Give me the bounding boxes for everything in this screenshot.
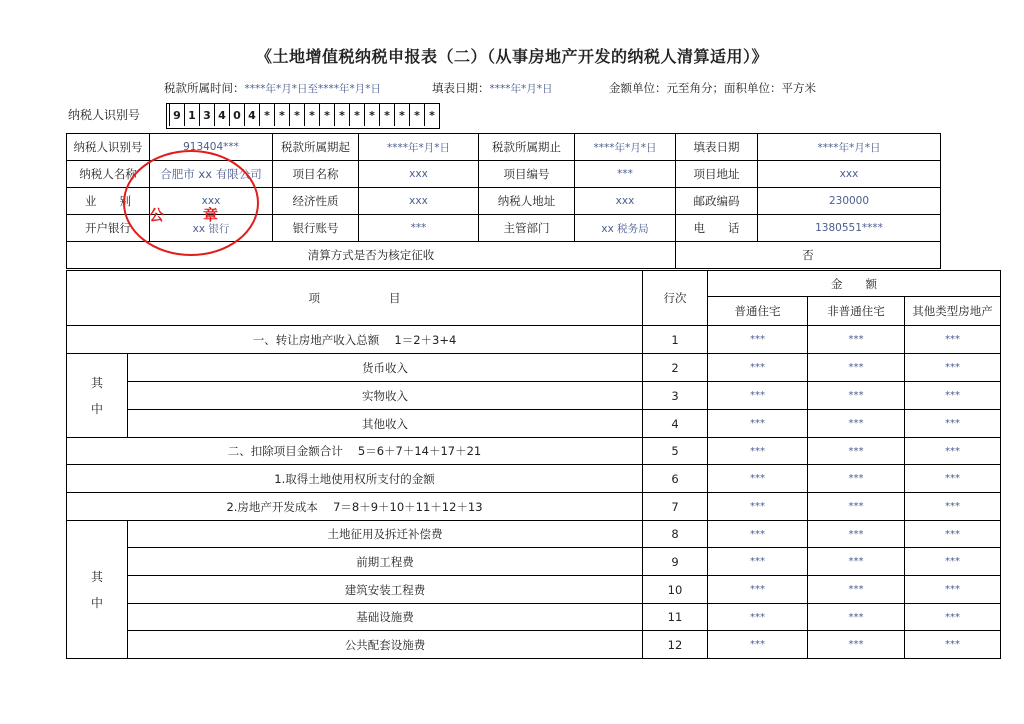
amount-other: ***	[905, 326, 1001, 354]
id-digit: *	[365, 104, 380, 126]
table-row	[67, 493, 1001, 521]
amount-header: 金 额	[708, 271, 1001, 297]
value-cell: xxx	[758, 161, 941, 188]
id-digit: *	[395, 104, 410, 126]
period-value: ****年*月*日至****年*月*日	[244, 83, 381, 95]
amount-other: ***	[905, 493, 1001, 521]
amount-ordinary: ***	[708, 493, 808, 521]
value-cell: ****年*月*日	[758, 134, 941, 161]
amount-other: ***	[905, 465, 1001, 493]
amount-non-ordinary: ***	[808, 354, 905, 382]
table-row	[67, 576, 1001, 604]
amount-other: ***	[905, 410, 1001, 438]
table-row	[67, 631, 1001, 659]
page-title: 《土地增值税纳税申报表（二）（从事房地产开发的纳税人清算适用）》	[255, 47, 768, 66]
label-cell: 银行账号	[273, 215, 359, 242]
value-cell: xx 银行	[150, 215, 273, 242]
amount-other: ***	[905, 604, 1001, 631]
id-digit: *	[410, 104, 425, 126]
taxpayer-info-table	[66, 133, 941, 269]
value-cell: 913404***	[150, 134, 273, 161]
row-number: 1	[643, 326, 708, 354]
amount-other: ***	[905, 521, 1001, 548]
item-label: 货币收入	[128, 354, 643, 382]
amount-ordinary: ***	[708, 631, 808, 659]
id-digit: 0	[230, 104, 245, 126]
id-digit: 9	[169, 104, 185, 126]
amount-non-ordinary: ***	[808, 465, 905, 493]
table-row	[67, 354, 1001, 382]
id-digit: *	[335, 104, 350, 126]
label-cell: 开户银行	[67, 215, 150, 242]
table-row	[67, 548, 1001, 576]
taxpayer-id-label: 纳税人识别号	[68, 108, 141, 122]
amount-non-ordinary: ***	[808, 438, 905, 465]
non-ordinary-housing-header: 非普通住宅	[808, 297, 905, 326]
value-cell: 合肥市 xx 有限公司	[150, 161, 273, 188]
id-digit: *	[260, 104, 275, 126]
id-digit: 4	[215, 104, 230, 126]
amount-non-ordinary: ***	[808, 521, 905, 548]
id-digit: 4	[245, 104, 260, 126]
label-cell: 电 话	[676, 215, 758, 242]
label-cell: 填表日期	[676, 134, 758, 161]
item-label: 前期工程费	[128, 548, 643, 576]
other-property-header: 其他类型房地产	[905, 297, 1001, 326]
amount-ordinary: ***	[708, 548, 808, 576]
side-label-text: 其 中	[90, 375, 103, 416]
amount-other: ***	[905, 382, 1001, 410]
id-digit: 3	[200, 104, 215, 126]
amount-ordinary: ***	[708, 354, 808, 382]
seal-char-right: 章	[203, 206, 219, 224]
item-label: 其他收入	[128, 410, 643, 438]
table-row	[67, 438, 1001, 465]
amount-other: ***	[905, 576, 1001, 604]
amount-non-ordinary: ***	[808, 493, 905, 521]
item-header: 项 目	[67, 271, 643, 326]
seal-char-left: 公	[149, 206, 165, 224]
amount-non-ordinary: ***	[808, 326, 905, 354]
amount-ordinary: ***	[708, 576, 808, 604]
id-digit: *	[320, 104, 335, 126]
period-line	[164, 80, 381, 96]
id-digit: *	[429, 108, 435, 122]
label-cell: 项目地址	[676, 161, 758, 188]
item-label: 2.房地产开发成本 7＝8＋9＋10＋11＋12＋13	[67, 493, 643, 521]
item-label: 1.取得土地使用权所支付的金额	[67, 465, 643, 493]
value-cell: ****年*月*日	[575, 134, 676, 161]
amount-non-ordinary: ***	[808, 604, 905, 631]
label-cell: 纳税人名称	[67, 161, 150, 188]
value-cell: xxx	[359, 161, 479, 188]
fill-date-label: 填表日期：	[432, 81, 490, 95]
label-cell: 纳税人识别号	[67, 134, 150, 161]
value-cell: ***	[575, 161, 676, 188]
label-cell: 项目名称	[273, 161, 359, 188]
row-number-header: 行次	[643, 271, 708, 326]
item-label: 土地征用及拆迁补偿费	[128, 521, 643, 548]
amount-non-ordinary: ***	[808, 631, 905, 659]
id-digit: *	[350, 104, 365, 126]
amount-ordinary: ***	[708, 465, 808, 493]
fill-date-line	[432, 80, 553, 96]
row-number: 9	[643, 548, 708, 576]
row-number: 3	[643, 382, 708, 410]
label-cell: 纳税人地址	[479, 188, 575, 215]
row-number: 11	[643, 604, 708, 631]
label-cell: 税款所属期止	[479, 134, 575, 161]
row-number: 6	[643, 465, 708, 493]
item-label: 建筑安装工程费	[128, 576, 643, 604]
value-cell: 1380551****	[758, 215, 941, 242]
value-cell: xxx	[150, 188, 273, 215]
units-note: 金额单位：元至角分；面积单位：平方米	[609, 81, 816, 95]
id-digit: *	[275, 104, 290, 126]
item-label: 公共配套设施费	[128, 631, 643, 659]
value-cell: xx 税务局	[575, 215, 676, 242]
row-number: 4	[643, 410, 708, 438]
amount-ordinary: ***	[708, 604, 808, 631]
amount-ordinary: ***	[708, 438, 808, 465]
label-cell: 项目编号	[479, 161, 575, 188]
table-row	[67, 521, 1001, 548]
table-row	[67, 326, 1001, 354]
table-row	[67, 410, 1001, 438]
amount-other: ***	[905, 354, 1001, 382]
fill-date-value: ****年*月*日	[489, 83, 553, 95]
table-row	[67, 465, 1001, 493]
id-digit: 1	[185, 104, 200, 126]
side-label-text: 其 中	[90, 569, 103, 610]
value-cell: 230000	[758, 188, 941, 215]
item-label: 一、转让房地产收入总额 1＝2＋3+4	[67, 326, 643, 354]
taxpayer-id-boxes	[166, 103, 440, 129]
header-row	[67, 271, 1001, 297]
item-label: 基础设施费	[128, 604, 643, 631]
value-cell: xxx	[575, 188, 676, 215]
declaration-table	[66, 270, 1001, 659]
label-cell: 业 别	[67, 188, 150, 215]
info-row	[67, 161, 941, 188]
value-cell: ***	[359, 215, 479, 242]
label-cell: 邮政编码	[676, 188, 758, 215]
amount-ordinary: ***	[708, 382, 808, 410]
label-cell: 主管部门	[479, 215, 575, 242]
amount-other: ***	[905, 631, 1001, 659]
row-number: 10	[643, 576, 708, 604]
label-cell: 经济性质	[273, 188, 359, 215]
item-label: 实物收入	[128, 382, 643, 410]
row-number: 8	[643, 521, 708, 548]
amount-non-ordinary: ***	[808, 576, 905, 604]
info-row	[67, 215, 941, 242]
ordinary-housing-header: 普通住宅	[708, 297, 808, 326]
row-number: 5	[643, 438, 708, 465]
item-label: 二、扣除项目金额合计 5＝6＋7＋14＋17＋21	[67, 438, 643, 465]
amount-ordinary: ***	[708, 326, 808, 354]
amount-other: ***	[905, 438, 1001, 465]
amount-non-ordinary: ***	[808, 548, 905, 576]
info-row	[67, 134, 941, 161]
amount-non-ordinary: ***	[808, 410, 905, 438]
table-row	[67, 382, 1001, 410]
period-label: 税款所属时间：	[164, 81, 245, 95]
label-cell: 清算方式是否为核定征收	[67, 242, 676, 269]
side-label-qizhong	[67, 521, 128, 659]
amount-other: ***	[905, 548, 1001, 576]
amount-non-ordinary: ***	[808, 382, 905, 410]
info-row	[67, 188, 941, 215]
id-digit: *	[380, 104, 395, 126]
row-number: 12	[643, 631, 708, 659]
amount-ordinary: ***	[708, 521, 808, 548]
id-digit: *	[290, 104, 305, 126]
info-row	[67, 242, 941, 269]
value-cell: ****年*月*日	[359, 134, 479, 161]
id-digit: *	[305, 104, 320, 126]
value-cell: xxx	[359, 188, 479, 215]
row-number: 2	[643, 354, 708, 382]
amount-ordinary: ***	[708, 410, 808, 438]
row-number: 7	[643, 493, 708, 521]
label-cell: 税款所属期起	[273, 134, 359, 161]
value-cell: 否	[676, 242, 941, 269]
table-row	[67, 604, 1001, 631]
side-label-qizhong	[67, 354, 128, 438]
